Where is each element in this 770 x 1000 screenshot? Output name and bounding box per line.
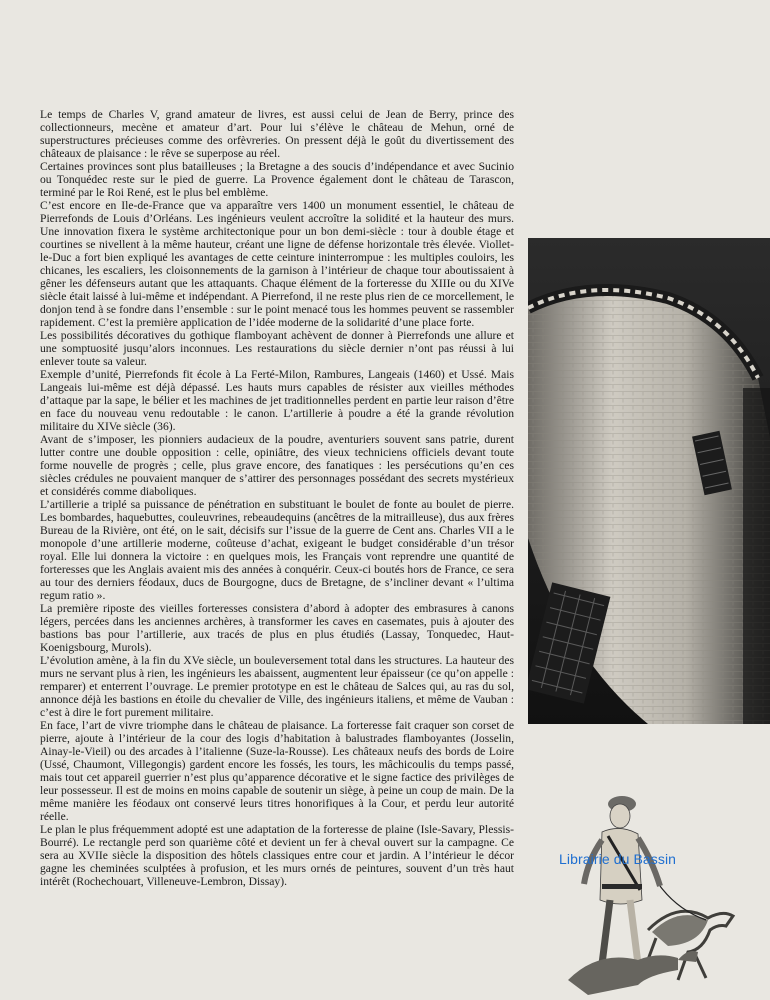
paragraph: Exemple d’unité, Pierrefonds fit école à La Ferté-Milon, Rambures, Langeais (1460) et Ussé. Mais Langeais lui-même est déjà dépassé. Les hauts murs capables de résister aux vieilles méthodes d’attaque par la sape, le bélier et les machines de jet traditionnelles perdent en partie leur raison d’être en face du nouveau venu redoutable : le canon. L’artillerie à poudre a été la grande révolution militaire du XIVe siècle (36).: [40, 368, 514, 433]
article-text: [40, 108, 514, 888]
paragraph: Le temps de Charles V, grand amateur de livres, est aussi celui de Jean de Berry, prince des collectionneurs, mecène et amateur d’art. Pour lui s’élève le château de Mehun, orné de superstructures précieuses comme des orfèvreries. On pressent déjà le goût du divertissement des châteaux de plaisance : le rêve se superpose au réel.: [40, 108, 514, 160]
paragraph: Certaines provinces sont plus batailleuses ; la Bretagne a des soucis d’indépendance et avec Sucinio ou Tonquédec reste sur le pied de guerre. La Provence également dont le château de Tarascon, terminé par le Roi René, est le plus bel emblème.: [40, 160, 514, 199]
paragraph: C’est encore en Ile-de-France que va apparaître vers 1400 un monument essentiel, le château de Pierrefonds de Louis d’Orléans. Les ingénieurs veulent accroître la solidité et la hauteur des murs. Une innovation fixera le système architectonique pour un bon demi-siècle : tour à double étage et courtines se nivellent à la même hauteur, créant une ligne de défense horizontale très élevée. Viollet-le-Duc a fort bien expliqué les avantages de cette ceinture ininterrompue : les multiples couloirs, les chicanes, les escaliers, les cloisonnements de la garnison à l’intérieur de chaque tour aboutissaient à gêner les défenseurs autant que les attaquants. Chaque élément de la forteresse du XIIIe ou du XIVe siècle était laissé à lui-même et indépendant. A Pierrefond, il ne reste plus rien de ce morcellement, le donjon tend à se fondre dans l’ensemble : sur le point menacé tous les hommes peuvent se rassembler rapidement. C’est la première application de l’idée moderne de la solidarité d’une place forte.: [40, 199, 514, 329]
paragraph: En face, l’art de vivre triomphe dans le château de plaisance. La forteresse fait craquer son corset de pierre, ajoute à l’intérieur de la cour des logis d’habitation à balustrades flamboyantes (Josselin, Ainay-le-Vieil) ou des arcades à l’italienne (Suze-la-Rousse). Les châteaux neufs des bords de Loire (Ussé, Chaumont, Villegongis) gardent encore les fossés, les tours, les mâchicoulis du temps passé, mais tout cet appareil guerrier n’est plus qu’apparence décorative et le signe factice des privilèges de leur possesseur. Il est de moins en moins capable de soutenir un siège, à peine un coup de main. De la même manière les féodaux ont conservé leurs titres honorifiques à la Cour, et perdu leur autorité réelle.: [40, 719, 514, 823]
tower-photo: [528, 238, 770, 724]
paragraph: Le plan le plus fréquemment adopté est une adaptation de la forteresse de plaine (Isle-Savary, Plessis-Bourré). Le rectangle perd son quarième côté et devient un fer à cheval ouvert sur la campagne. Ce sera au XVIIe siècle la disposition des hôtels classiques entre cour et jardin. A l’intérieur le décor gagne les cheminées sculptées à profusion, et les murs ornés de peintures, souvent d’un très haut intérêt (Rochechouart, Villeneuve-Lembron, Dissay).: [40, 823, 514, 888]
paragraph: L’évolution amène, à la fin du XVe siècle, un bouleversement total dans les structures. La hauteur des murs ne servant plus à rien, les ingénieurs les abaissent, augmentent leur épaisseur (ce qu’on appelle : remparer) et enterrent l’ouvrage. Le premier prototype en est le château de Salces qui, au ras du sol, annonce déjà les bastions en étoile du chevalier de Ville, des ingénieurs italiens, et même de Vauban : c’est à dire le fort purement militaire.: [40, 654, 514, 719]
paragraph: Les possibilités décoratives du gothique flamboyant achèvent de donner à Pierrefonds une allure et une somptuosité jusqu’alors inconnues. Les restaurations du siècle dernier n’ont pas réussi à lui enlever toute sa valeur.: [40, 329, 514, 368]
paragraph: Avant de s’imposer, les pionniers audacieux de la poudre, aventuriers souvent sans patrie, durent lutter contre une double opposition : celle, opiniâtre, des vieux techniciens officiels devant toute forme nouvelle de progrès ; celle, plus grave encore, des fanatiques : les persécutions qu’en ces siècles crédules ne pouvaient manquer de s’attirer des personnages possédant des secrets mystérieux et considérés comme diaboliques.: [40, 433, 514, 498]
paragraph: La première riposte des vieilles forteresses consistera d’abord à adopter des embrasures à canons légers, percées dans les anciennes archères, à transformer les caves en casemates, puis à ajouter des bastions bas pour l’artillerie, aux tracés de plus en plus étudiés (Lassay, Tonquedec, Haut-Koenigsbourg, Murols).: [40, 602, 514, 654]
watermark-text: Librairie du Bassin: [559, 851, 677, 867]
hunter-illustration: [528, 780, 770, 1000]
paragraph: L’artillerie a triplé sa puissance de pénétration en substituant le boulet de fonte au boulet de pierre. Les bombardes, haquebuttes, couleuvrines, rebeaudequins (ancêtres de la mitrailleuse), dus aux frères Bureau de la Rivière, ont été, on le sait, décisifs sur l’issue de la guerre de Cent ans. Charles VII a le monopole d’une artillerie moderne, coûteuse d’achat, exigeant le budget considérable d’un trésor royal. Elle lui donnera la victoire : en quelques mois, les Français vont reprendre une quantité de forteresses que les Anglais avaient mis des années à conquérir. Ceux-ci boutés hors de France, ce sera au tour des derniers féodaux, ducs de Bourgogne, ducs de Bretagne, de s’incliner devant « l’ultima regum ratio ».: [40, 498, 514, 602]
